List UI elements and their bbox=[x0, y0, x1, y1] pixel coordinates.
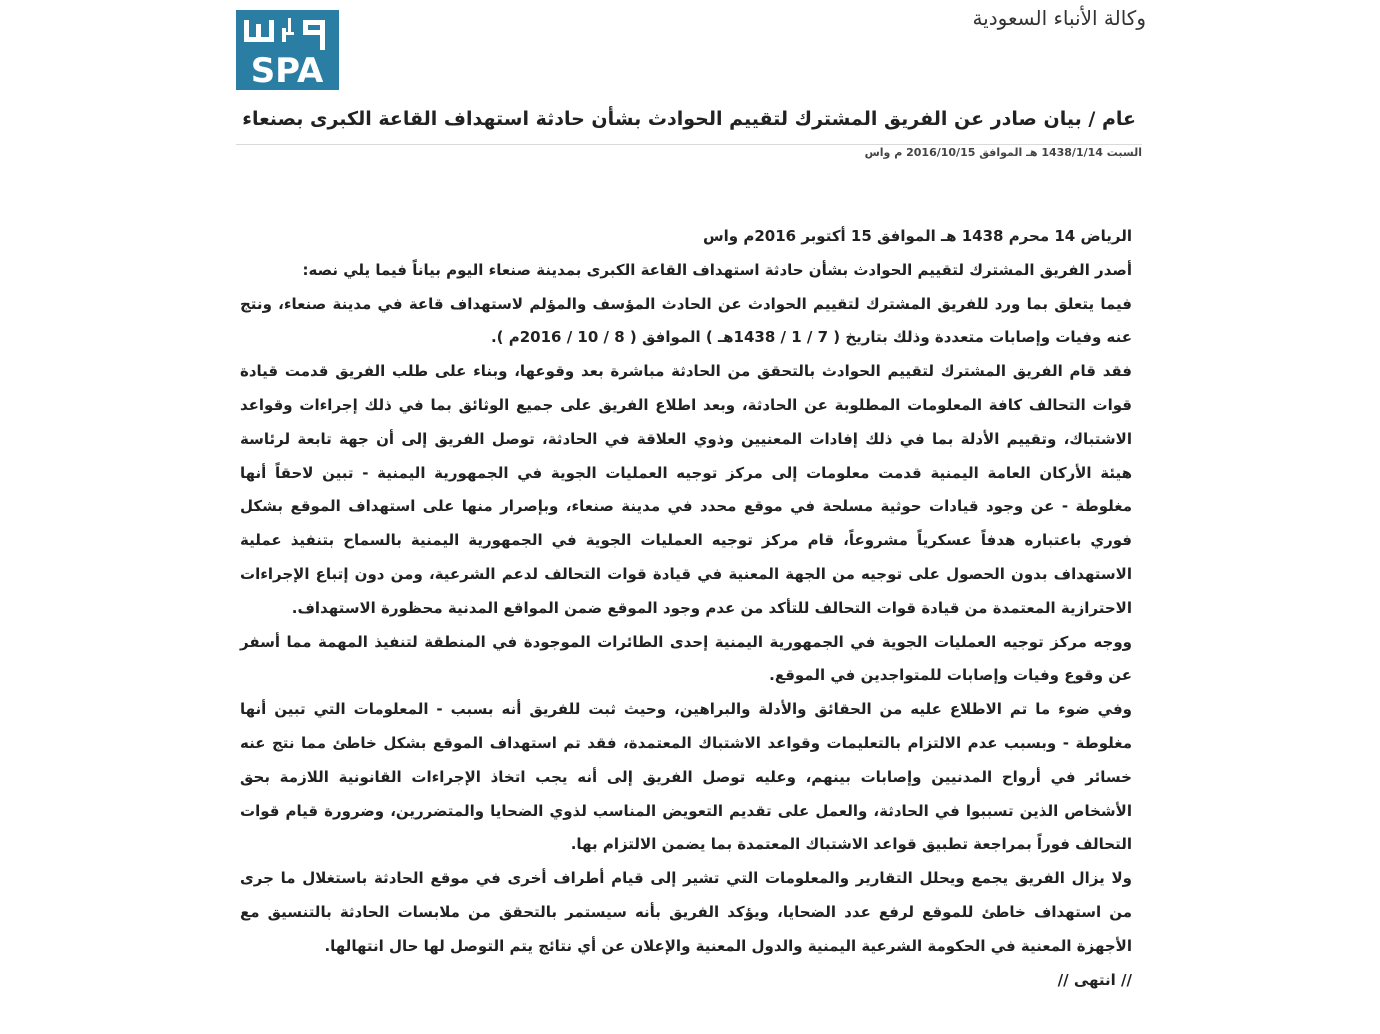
spa-logo[interactable] bbox=[236, 10, 339, 90]
article-paragraph: ولا يزال الفريق يجمع ويحلل التقارير والمعلومات التي تشير إلى قيام أطراف أخرى في موقع الحادثة باستغلال ما جرى من استهداف خاطئ للموقع لرفع عدد الضحايا، ويؤكد الفريق بأنه سيستمر بالتحقق من ملابسات الحادثة بالتنسيق مع الأجهزة المعنية في الحكومة الشرعية اليمنية والدول المعنية والإعلان عن أي نتائج يتم التوصل لها حال انتهالها. bbox=[240, 869, 1132, 955]
article-paragraph: أصدر الفريق المشترك لتقييم الحوادث بشأن حادثة استهداف القاعة الكبرى بمدينة صنعاء اليوم بياناً فيما يلي نصه: bbox=[302, 260, 1132, 279]
article-paragraph: فيما يتعلق بما ورد للفريق المشترك لتقييم الحوادث عن الحادث المؤسف والمؤلم لاستهداف قاعة في مدينة صنعاء، ونتج عنه وفيات وإصابات متعددة وذلك بتاريخ ( 7 / 1 / 1438هـ ) الموافق ( 8 / 10 / 2016م ). bbox=[240, 294, 1132, 347]
article-paragraph: وفي ضوء ما تم الاطلاع عليه من الحقائق والأدلة والبراهين، وحيث ثبت للفريق أنه بسبب - المعلومات التي تبين أنها مغلوطة - وبسبب عدم الالتزام بالتعليمات وقواعد الاشتباك المعتمدة، فقد تم استهداف الموقع بشكل خاطئ مما نتج عنه خسائر في أرواح المدنيين وإصابات بينهم، وعليه توصل الفريق إلى أنه يجب اتخاذ الإجراءات القانونية اللازمة بحق الأشخاص الذين تسببوا في الحادثة، والعمل على تقديم التعويض المناسب لذوي الضحايا والمتضررين، وضرورة قيام قوات التحالف فوراً بمراجعة تطبيق قواعد الاشتباك المعتمدة بما يضمن الالتزام بها. bbox=[240, 700, 1132, 854]
article-paragraph: الرياض 14 محرم 1438 هـ الموافق 15 أكتوبر 2016م واس bbox=[702, 227, 1132, 245]
article-paragraph: فقد قام الفريق المشترك لتقييم الحوادث بالتحقق من الحادثة مباشرة بعد وقوعها، وبناء على طلب الفريق قدمت قيادة قوات التحالف كافة المعلومات المطلوبة عن الحادثة، وبعد اطلاع الفريق على جميع الوثائق بما في ذلك إجراءات وقواعد الاشتباك، وتقييم الأدلة بما في ذلك إفادات المعنيين وذوي العلاقة في الحادثة، توصل الفريق إلى أن جهة تابعة لرئاسة هيئة الأركان العامة اليمنية قدمت معلومات إلى مركز توجيه العمليات الجوية في الجمهورية اليمنية - تبين لاحقاً أنها مغلوطة - عن وجود قيادات حوثية مسلحة في موقع محدد في مدينة صنعاء، وبإصرار منها على استهداف الموقع بشكل فوري باعتباره هدفاً عسكرياً مشروعاً، قام مركز توجيه العمليات الجوية في الجمهورية اليمنية بالسماح بتنفيذ عملية الاستهداف بدون الحصول على توجيه من الجهة المعنية في قيادة قوات التحالف لدعم الشرعية، ومن دون إتباع الإجراءات الاحترازية المعتمدة من قيادة قوات التحالف للتأكد من عدم وجود الموقع ضمن المواقع المدنية محظورة الاستهداف. bbox=[240, 362, 1132, 617]
divider bbox=[236, 144, 1142, 145]
article-body bbox=[240, 220, 1132, 997]
article-headline bbox=[242, 108, 1136, 130]
article-dateline: السبت 1438/1/14 هـ الموافق 2016/10/15 م واس bbox=[864, 146, 1142, 159]
breadcrumb-separator: / bbox=[1088, 108, 1096, 130]
article-paragraph: ووجه مركز توجيه العمليات الجوية في الجمهورية اليمنية إحدى الطائرات الموجودة في المنطقة لتنفيذ المهمة مما أسفر عن وقوع وفيات وإصابات للمتواجدين في الموقع. bbox=[240, 632, 1132, 685]
headline-text: بيان صادر عن الفريق المشترك لتقييم الحوادث بشأن حادثة استهداف القاعة الكبرى بصنعاء bbox=[242, 108, 1082, 130]
article-end-marker: // انتهى // bbox=[1057, 970, 1132, 989]
site-name[interactable]: وكالة الأنباء السعودية bbox=[972, 6, 1146, 30]
spa-logo-icon bbox=[236, 10, 339, 90]
logo-spa-text: SPA bbox=[250, 51, 324, 90]
category-link[interactable]: عام bbox=[1101, 108, 1136, 130]
